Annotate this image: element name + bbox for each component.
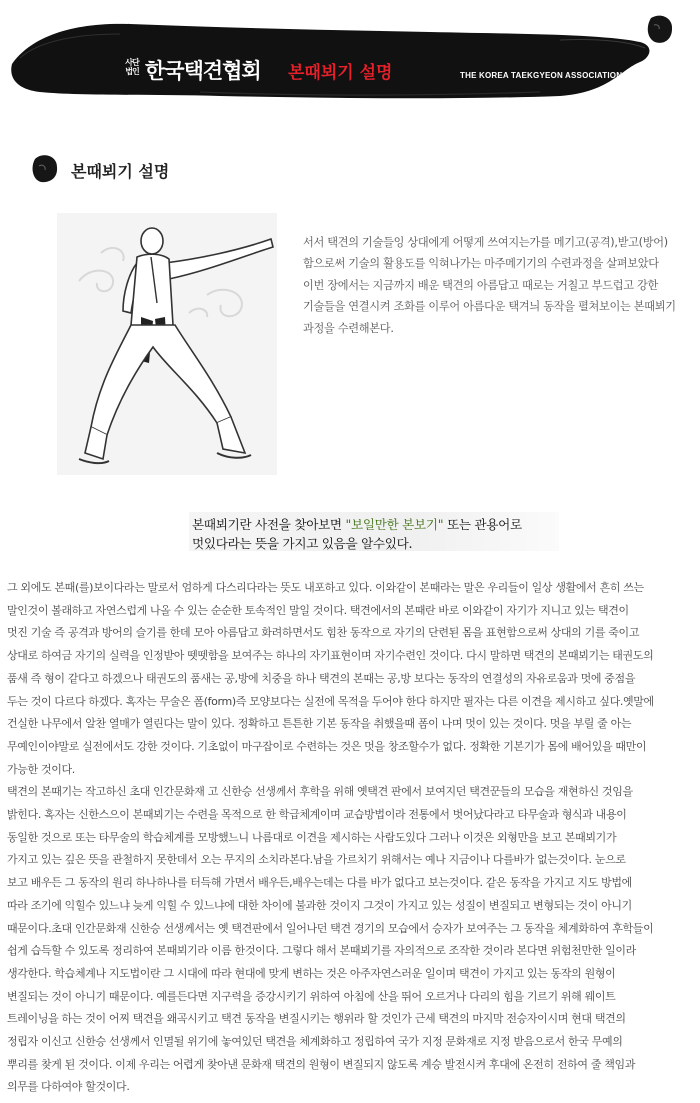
body-line: 그 외에도 본때(를)보이다라는 말로서 엄하게 다스리다라는 뜻도 내포하고 있다. 이와같이 본때라는 말은 우리들이 일상 생활에서 흔히 쓰는: [7, 581, 644, 594]
body-line: 동일한 것으로 또는 타무술의 학습체계를 모방했느니 나름대로 이견을 제시하는 사람도있다 그러나 이것은 외형만을 보고 본때뵈기가: [7, 830, 617, 844]
header-subtitle: 본때뵈기 설명: [288, 63, 393, 83]
body-line: 뿌리를 찾게 된 것이다. 이제 우리는 어렵게 찾아낸 문화재 택견의 원형이 변질되지 않도록 계승 발전시켜 후대에 온전히 전하여 줄 책임과: [7, 1057, 636, 1071]
intro-line: 함으로써 기술의 활용도를 익혀나가는 마주메기기의 수련과정을 살펴보았다: [303, 257, 659, 271]
body-line: 의무를 다하여야 할것이다.: [7, 1080, 130, 1094]
ink-dot-icon: [30, 152, 60, 184]
intro-line: 서서 택견의 기술들잉 상대에게 어떻게 쓰여지는가를 메기고(공격),받고(방어): [303, 236, 668, 249]
definition-quote-box: [189, 512, 559, 551]
corporation-badge: 사단 법인: [125, 58, 139, 76]
body-line: 품새 즉 형이 같다고 하겠으나 태권도의 품새는 공,방에 치중을 하나 택견의 본때는 공,방 보다는 동작의 연결성의 자유로움과 멋에 중점을: [7, 671, 636, 685]
body-line: 상대로 하여금 자기의 실력을 인정받아 뗏뗏함을 보여주는 하나의 자기표현이며 자기수련인 것이다. 다시 말하면 택견의 본때뵈기는 태권도의: [7, 649, 654, 663]
quote-highlight: "보일만한 본보기": [345, 517, 444, 532]
body-line: 멋진 기술 즉 공격과 방어의 슬기를 한데 모아 아름답고 화려하면서도 힘찬 동작으로 자기의 단련된 몸을 표현함으로써 상대의 기를 죽이고: [7, 626, 640, 640]
body-line: 따라 조기에 익힐수 있느냐 늦게 익힐 수 있느냐에 대한 차이에 불과한 것이지 그것이 가지고 있는 성질이 변질되고 변형되는 것이 아니기: [7, 898, 632, 912]
body-line: 생각한다. 학습체계나 지도법이란 그 시대에 따라 현대에 맞게 변하는 것은 아주자연스러운 일이며 택견이 가지고 있는 동작의 원형이: [7, 966, 616, 980]
body-text: [7, 577, 697, 1099]
quote-text: 본때뵈기란 사전을 찾아보면: [192, 517, 346, 532]
body-line: 가지고 있는 깊은 뜻을 관철하지 못한데서 오는 무지의 소치라본다.남을 가르치기 위해서는 예나 지금이나 다를바가 없는것이다. 눈으로: [7, 853, 626, 867]
body-line: 말인것이 볼래하고 자연스럽게 나올 수 있는 순순한 토속적인 말일 것이다. 택견에서의 본때란 바로 이와같이 자기가 지니고 있는 택견이: [7, 603, 629, 617]
quote-line: 멋있다라는 뜻을 가지고 있음을 알수있다.: [192, 536, 413, 551]
body-line: 변질되는 것이 아니기 때문이다. 예를든다면 지구력을 증강시키기 위하여 아침에 산을 뛰어 오르거나 다리의 힘을 기르기 위해 웨이트: [7, 989, 616, 1003]
association-name: 한국택견협회: [145, 58, 261, 83]
body-line: 트레이닝을 하는 것이 어찌 택견을 왜곡시키고 택견 동작을 변질시키는 행위라 할 것인가 근세 택견의 마지막 전승자이시며 현대 택견의: [7, 1012, 626, 1026]
english-name: THE KOREA TAEKGYEON ASSOCIATION: [460, 71, 623, 80]
body-line: 무예인이야말로 실전에서도 강한 것이다. 기초없이 마구잡이로 수련하는 것은 멋을 창조할수가 없다. 정확한 기본기가 몸에 배어있을 때만이: [7, 739, 647, 753]
section-title: 본때뵈기 설명: [71, 162, 170, 181]
body-line: 쉽게 습득할 수 있도록 정리하여 본때뵈기라 이름 한것이다. 그렇다 해서 본때뵈기를 자의적으로 조작한 것이라 본다면 위험천만한 일이라: [7, 944, 636, 958]
intro-line: 과정을 수련해본다.: [303, 321, 394, 335]
body-line: 가능한 것이다.: [7, 762, 75, 776]
intro-line: 기술들을 연결시켜 조화를 이루어 아름다운 택겨늬 동작을 펼쳐보이는 본때뵈기: [303, 300, 676, 314]
intro-text: [303, 232, 695, 339]
quote-line: [192, 514, 522, 533]
body-line: 밝힌다. 혹자는 신한스으이 본때뵈기는 수련을 목적으로 한 학급체계이며 교습방법이라 전통에서 벗어났다라고 타무술과 형식과 내용이: [7, 808, 627, 822]
body-line: 정립자 이신고 신한승 선생께서 인멸될 위기에 놓여있던 택견을 체계화하고 정립하여 국가 지정 문화재로 지정 받음으로서 한국 무예의: [7, 1035, 623, 1049]
body-line: 때문이다.초대 인간문화재 신한승 선생께서는 옛 택견판에서 일어나던 택견 경기의 모습에서 승자가 보여주는 그 동작을 체계화하여 후학들이: [7, 921, 654, 935]
body-line: 보고 배우든 그 동작의 원리 하나하나를 터득해 가면서 배우든,배우는데는 다를 바가 없다고 보는것이다. 같은 동작을 가지고 지도 방법에: [7, 876, 632, 890]
quote-text: 또는 관용어로: [443, 517, 522, 532]
body-line: 택견의 본때기는 작고하신 초대 인간문화재 고 신한승 선생께서 후학을 위해 옛택견 판에서 보여지던 택견꾼들의 모습을 재현하신 것임을: [7, 785, 633, 799]
ink-dot-icon: [645, 12, 675, 46]
body-line: 건실한 나무에서 알찬 열매가 열린다는 말이 있다. 정확하고 튼튼한 기본 동작을 취했을때 폼이 나며 멋이 있는 것이다. 멋을 부릴 줄 아는: [7, 717, 632, 731]
taekgyeon-stance-illustration-icon: [57, 213, 277, 475]
body-line: 두는 것이 다르다 하겠다. 혹자는 무술은 폼(form)즉 모양보다는 실전에 목적을 두어야 한다 하지만 필자는 다른 이견을 제시하고 싶다.옛말에: [7, 694, 654, 708]
intro-line: 이번 장에서는 지금까지 배운 택견의 아름답고 때로는 거칠고 부드럽고 강한: [303, 278, 659, 292]
header-banner: [0, 0, 700, 110]
brush-stroke-banner: [0, 0, 700, 110]
